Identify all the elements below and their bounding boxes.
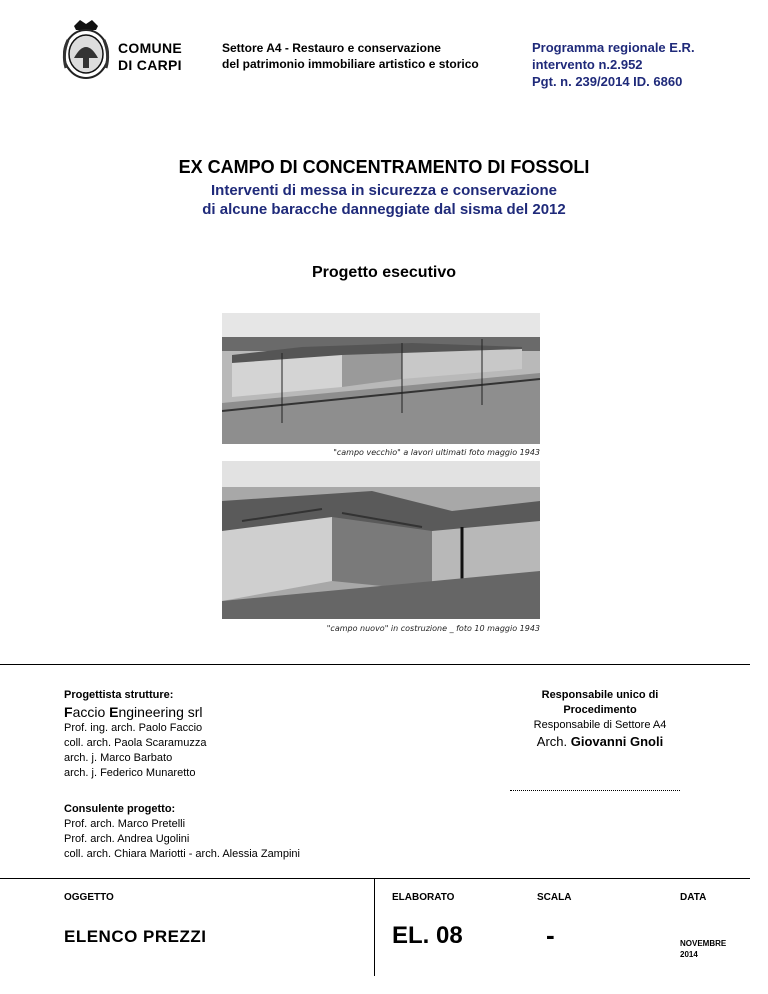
rup-name-bold: Giovanni Gnoli [570,734,664,749]
consulente-label: Consulente progetto: [64,803,176,815]
settore-line2: del patrimonio immobiliare artistico e storico [222,57,479,71]
footer-column-divider [374,878,375,976]
progettista-member: arch. j. Federico Munaretto [64,767,196,779]
company-part1: accio [72,704,110,720]
consulente-block [64,802,300,862]
progettista-member: Prof. ing. arch. Paolo Faccio [64,722,203,734]
elaborato-value: EL. 08 [392,922,463,949]
programma-line3: Pgt. n. 239/2014 ID. 6860 [532,74,683,89]
progettista-member: coll. arch. Paola Scaramuzza [64,737,207,749]
comune-name [118,40,182,74]
rup-role: Responsabile di Settore A4 [533,719,667,731]
programma-block [532,39,695,90]
progettista-company [64,703,206,721]
progettista-block [64,688,206,781]
data-month: NOVEMBRE [680,939,727,948]
scala-label: SCALA [537,892,572,903]
programma-line1: Programma regionale E.R. [532,40,695,55]
programma-line2: intervento n.2.952 [532,57,643,72]
rup-label-line2: Procedimento [563,704,637,716]
oggetto-label: OGGETTO [64,892,114,903]
rup-label-line1: Responsabile unico di [541,689,659,701]
comune-line2: DI CARPI [118,57,182,73]
comune-crest-icon [60,18,112,82]
elaborato-label: ELABORATO [392,892,455,903]
progettista-label: Progettista strutture: [64,689,174,701]
rup-name-prefix: Arch. [536,734,571,749]
document-title: EX CAMPO DI CONCENTRAMENTO DI FOSSOLI [178,157,590,177]
photo-caption-2: "campo nuovo" in costruzione _ foto 10 maggio 1943 [326,624,540,633]
data-label: DATA [680,892,707,903]
section-divider-bottom [0,878,750,879]
subtitle-line2: di alcune baracche danneggiate dal sisma del 2012 [202,201,566,218]
consulente-member: Prof. arch. Andrea Ugolini [64,833,190,845]
photo-caption-1: "campo vecchio" a lavori ultimati foto maggio 1943 [333,448,540,457]
settore-block [222,40,479,72]
rup-block [500,688,700,751]
comune-line1: COMUNE [118,40,183,56]
scala-value: - [546,920,555,950]
consulente-member: coll. arch. Chiara Mariotti - arch. Alessia Zampini [64,848,300,860]
data-year: 2014 [680,950,698,959]
photo-campo-vecchio [222,313,540,444]
document-subtitle [0,181,768,219]
rup-name [500,733,700,751]
company-initial-f: F [64,704,73,720]
company-part2: ngineering srl [118,704,203,720]
company-initial-e: E [109,704,119,720]
progetto-heading: Progetto esecutivo [311,264,457,281]
photo-campo-nuovo [222,461,540,619]
consulente-member: Prof. arch. Marco Pretelli [64,818,186,830]
subtitle-line1: Interventi di messa in sicurezza e conservazione [211,182,557,199]
data-value [680,938,726,960]
settore-line1: Settore A4 - Restauro e conservazione [222,41,441,55]
section-divider-top [0,664,750,665]
signature-line [510,790,680,792]
oggetto-value: ELENCO PREZZI [64,927,207,946]
progettista-member: arch. j. Marco Barbato [64,752,173,764]
